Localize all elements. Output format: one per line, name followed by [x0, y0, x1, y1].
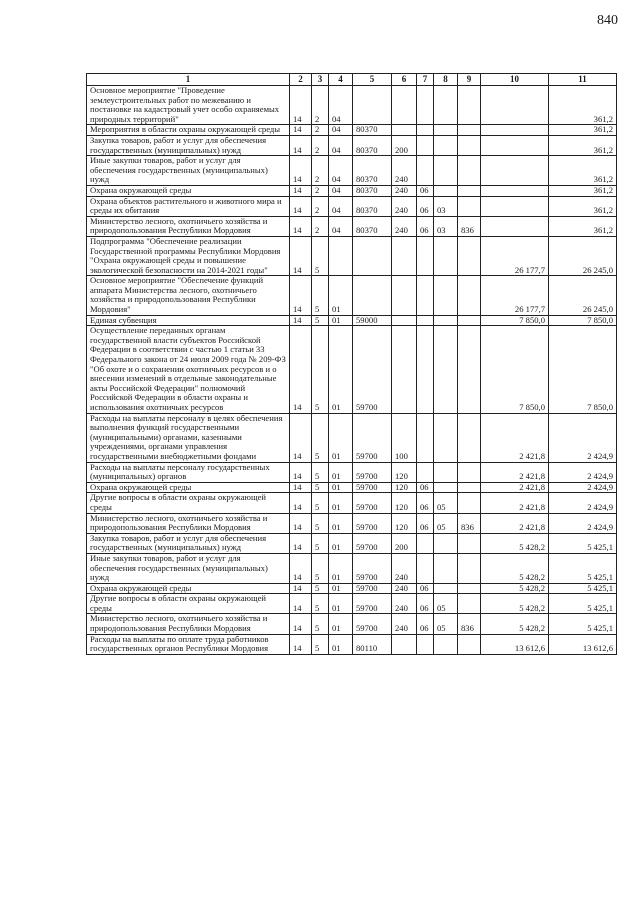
table-cell: 7 850,0 [549, 326, 617, 413]
table-cell: 06 [417, 216, 434, 236]
table-cell [392, 634, 417, 654]
table-cell: 240 [392, 583, 417, 594]
table-cell: 240 [392, 185, 417, 196]
table-cell: 5 425,1 [549, 594, 617, 614]
table-cell: 5 [312, 236, 329, 275]
table-cell: 14 [290, 236, 312, 275]
table-cell: 14 [290, 326, 312, 413]
table-cell: 01 [329, 493, 353, 513]
table-cell: 14 [290, 533, 312, 553]
table-cell: 06 [417, 493, 434, 513]
table-cell [458, 583, 481, 594]
table-cell: 14 [290, 482, 312, 493]
table-cell: 04 [329, 86, 353, 125]
table-cell [434, 276, 458, 315]
table-cell: Закупка товаров, работ и услуг для обеспечения государственных (муниципальных) нужд [87, 135, 290, 155]
table-cell: Мероприятия в области охраны окружающей среды [87, 125, 290, 136]
header-cell: 7 [417, 74, 434, 86]
table-cell: 59700 [353, 553, 392, 583]
table-cell: 80370 [353, 216, 392, 236]
table-row [87, 86, 617, 125]
table-cell: 5 [312, 413, 329, 462]
table-cell: 01 [329, 553, 353, 583]
table-cell: 200 [392, 135, 417, 155]
table-cell: 80370 [353, 125, 392, 136]
table-cell: 59700 [353, 413, 392, 462]
table-cell: 01 [329, 614, 353, 634]
table-row [87, 533, 617, 553]
table-cell: 5 [312, 493, 329, 513]
table-cell: 5 425,1 [549, 583, 617, 594]
table-cell: 59700 [353, 493, 392, 513]
table-cell: 5 428,2 [481, 583, 549, 594]
table-cell: 5 [312, 513, 329, 533]
table-cell: Другие вопросы в области охраны окружающей среды [87, 493, 290, 513]
table-cell [417, 86, 434, 125]
header-cell: 10 [481, 74, 549, 86]
table-cell: Расходы на выплаты по оплате труда работников государственных органов Республики Мордовия [87, 634, 290, 654]
table-cell: 120 [392, 513, 417, 533]
table-cell: 100 [392, 413, 417, 462]
table-cell: 2 424,9 [549, 482, 617, 493]
table-cell [353, 276, 392, 315]
table-cell: 04 [329, 185, 353, 196]
table-row [87, 583, 617, 594]
table-cell: 5 [312, 594, 329, 614]
table-cell: 14 [290, 553, 312, 583]
table-cell [434, 533, 458, 553]
table-cell: 14 [290, 276, 312, 315]
table-cell: 361,2 [549, 216, 617, 236]
table-row [87, 315, 617, 326]
table-cell: 361,2 [549, 125, 617, 136]
table-cell [458, 482, 481, 493]
table-cell: Охрана объектов растительного и животного мира и среды их обитания [87, 196, 290, 216]
table-cell [458, 413, 481, 462]
header-cell: 3 [312, 74, 329, 86]
table-cell: 5 [312, 276, 329, 315]
table-cell: 01 [329, 513, 353, 533]
table-cell: 01 [329, 276, 353, 315]
table-cell: 2 424,9 [549, 493, 617, 513]
table-cell: 26 177,7 [481, 236, 549, 275]
table-cell: 361,2 [549, 156, 617, 186]
table-cell [434, 86, 458, 125]
table-cell: 59000 [353, 315, 392, 326]
table-cell: 2 [312, 135, 329, 155]
table-cell: 14 [290, 156, 312, 186]
table-cell [481, 216, 549, 236]
header-cell: 11 [549, 74, 617, 86]
table-cell: 13 612,6 [481, 634, 549, 654]
table-cell: 5 [312, 614, 329, 634]
table-cell: 14 [290, 614, 312, 634]
table-cell: Министерство лесного, охотничьего хозяйства и природопользования Республики Мордовия [87, 216, 290, 236]
table-cell [458, 156, 481, 186]
table-row [87, 482, 617, 493]
table-cell: 14 [290, 196, 312, 216]
table-cell: Другие вопросы в области охраны окружающей среды [87, 594, 290, 614]
table-cell [481, 185, 549, 196]
table-cell: 14 [290, 86, 312, 125]
table-cell: 01 [329, 594, 353, 614]
table-cell: 14 [290, 125, 312, 136]
table-cell [458, 315, 481, 326]
table-row [87, 156, 617, 186]
table-cell: 14 [290, 216, 312, 236]
table-cell: 5 428,2 [481, 614, 549, 634]
table-cell [458, 493, 481, 513]
table-cell: 59700 [353, 614, 392, 634]
table-cell: 200 [392, 533, 417, 553]
table-cell: 01 [329, 583, 353, 594]
table-cell [458, 634, 481, 654]
table-cell [434, 583, 458, 594]
table-cell: 2 [312, 125, 329, 136]
table-cell: 5 [312, 553, 329, 583]
header-cell: 9 [458, 74, 481, 86]
table-cell: 04 [329, 125, 353, 136]
table-cell [417, 125, 434, 136]
table-row [87, 413, 617, 462]
table-cell [392, 315, 417, 326]
table-cell: 120 [392, 482, 417, 493]
table-cell: 120 [392, 462, 417, 482]
table-cell: 5 425,1 [549, 614, 617, 634]
table-row [87, 553, 617, 583]
table-cell: 59700 [353, 513, 392, 533]
table-cell: Единая субвенция [87, 315, 290, 326]
header-cell: 6 [392, 74, 417, 86]
table-cell: 2 424,9 [549, 462, 617, 482]
table-cell [353, 86, 392, 125]
table-cell: 59700 [353, 583, 392, 594]
table-cell [434, 634, 458, 654]
table-cell: 240 [392, 614, 417, 634]
table-cell [417, 326, 434, 413]
table-cell: 01 [329, 533, 353, 553]
table-row [87, 236, 617, 275]
table-cell: 14 [290, 513, 312, 533]
table-cell: 5 [312, 326, 329, 413]
table-row [87, 462, 617, 482]
table-cell: 03 [434, 216, 458, 236]
table-cell: 05 [434, 614, 458, 634]
table-cell [434, 156, 458, 186]
table-cell: 05 [434, 493, 458, 513]
table-cell [434, 135, 458, 155]
table-row [87, 513, 617, 533]
header-cell: 5 [353, 74, 392, 86]
table-cell: 01 [329, 462, 353, 482]
table-cell: Подпрограмма "Обеспечение реализации Государственной программы Республики Мордовия "Охрана окружающей среды и повышение экологической безопасности на 2014-2021 годы" [87, 236, 290, 275]
table-cell [481, 156, 549, 186]
table-cell: 80110 [353, 634, 392, 654]
table-cell: 04 [329, 216, 353, 236]
table-row [87, 326, 617, 413]
table-cell: 361,2 [549, 196, 617, 216]
table-cell [417, 156, 434, 186]
table-cell: 5 428,2 [481, 594, 549, 614]
table-cell: 14 [290, 493, 312, 513]
table-cell: 06 [417, 185, 434, 196]
table-cell: 2 424,9 [549, 513, 617, 533]
table-cell: 06 [417, 513, 434, 533]
table-row [87, 276, 617, 315]
header-cell: 1 [87, 74, 290, 86]
table-cell: 26 177,7 [481, 276, 549, 315]
table-cell: 361,2 [549, 135, 617, 155]
table-cell: 01 [329, 413, 353, 462]
table-cell: 240 [392, 553, 417, 583]
table-cell: 80370 [353, 135, 392, 155]
table-cell: 7 850,0 [549, 315, 617, 326]
table-cell: Основное мероприятие "Обеспечение функций аппарата Министерства лесного, охотничьего хозяйства и природопользования Республики Мордовия" [87, 276, 290, 315]
table-cell: 01 [329, 634, 353, 654]
table-cell [458, 594, 481, 614]
table-cell [417, 276, 434, 315]
table-cell: 2 [312, 86, 329, 125]
table-cell: 04 [329, 156, 353, 186]
table-cell: 836 [458, 513, 481, 533]
table-cell [417, 533, 434, 553]
table-row [87, 135, 617, 155]
budget-table [86, 73, 617, 655]
table-cell [458, 533, 481, 553]
table-cell [417, 462, 434, 482]
table-cell [458, 125, 481, 136]
table-cell: 2 [312, 196, 329, 216]
table-cell: 59700 [353, 482, 392, 493]
table-cell: Министерство лесного, охотничьего хозяйства и природопользования Республики Мордовия [87, 614, 290, 634]
table-cell [392, 326, 417, 413]
table-cell: 80370 [353, 196, 392, 216]
table-cell: 14 [290, 583, 312, 594]
table-cell: 836 [458, 216, 481, 236]
table-cell [458, 135, 481, 155]
table-cell [481, 125, 549, 136]
table-cell: 14 [290, 315, 312, 326]
table-row [87, 614, 617, 634]
table-cell [417, 135, 434, 155]
table-cell [458, 276, 481, 315]
table-row [87, 125, 617, 136]
table-row [87, 594, 617, 614]
table-cell: 06 [417, 196, 434, 216]
table-cell: 06 [417, 583, 434, 594]
table-cell: 5 [312, 315, 329, 326]
table-cell [434, 315, 458, 326]
table-cell [434, 462, 458, 482]
table-cell [481, 196, 549, 216]
table-row [87, 196, 617, 216]
table-cell: 04 [329, 135, 353, 155]
table-cell: 05 [434, 594, 458, 614]
table-cell: 7 850,0 [481, 315, 549, 326]
table-cell [434, 482, 458, 493]
table-cell: 5 [312, 634, 329, 654]
table-row [87, 493, 617, 513]
table-cell: Расходы на выплаты персоналу в целях обеспечения выполнения функций государственными (муниципальными) органами, казенными учреждениями, органами управления государственными внебюджетными фондами [87, 413, 290, 462]
table-cell [434, 236, 458, 275]
table-cell [434, 326, 458, 413]
table-cell: 80370 [353, 156, 392, 186]
page-number: 840 [597, 13, 618, 28]
table-cell: 03 [434, 196, 458, 216]
header-row [87, 74, 617, 86]
table-cell [392, 276, 417, 315]
table-cell: 240 [392, 216, 417, 236]
table-cell: 59700 [353, 533, 392, 553]
table-cell: 2 [312, 156, 329, 186]
table-cell: Основное мероприятие "Проведение землеустроительных работ по межеванию и постановке на кадастровый учет особо охраняемых природных территорий" [87, 86, 290, 125]
header-cell: 2 [290, 74, 312, 86]
table-cell: 120 [392, 493, 417, 513]
table-cell: 361,2 [549, 185, 617, 196]
table-cell: 01 [329, 326, 353, 413]
table-cell [434, 125, 458, 136]
table-cell: 06 [417, 482, 434, 493]
table-cell [458, 553, 481, 583]
table-cell [417, 236, 434, 275]
table-cell: Иные закупки товаров, работ и услуг для обеспечения государственных (муниципальных) нужд [87, 553, 290, 583]
table-cell [458, 86, 481, 125]
table-cell: Охрана окружающей среды [87, 583, 290, 594]
table-cell: 04 [329, 196, 353, 216]
table-cell: 13 612,6 [549, 634, 617, 654]
table-cell: 26 245,0 [549, 236, 617, 275]
table-cell [329, 236, 353, 275]
table-cell: 59700 [353, 326, 392, 413]
table-cell: 5 [312, 583, 329, 594]
table-cell: 2 421,8 [481, 493, 549, 513]
table-cell: 01 [329, 315, 353, 326]
table-cell: Закупка товаров, работ и услуг для обеспечения государственных (муниципальных) нужд [87, 533, 290, 553]
header-cell: 4 [329, 74, 353, 86]
table-cell: 14 [290, 594, 312, 614]
table-cell: 14 [290, 634, 312, 654]
table-cell: 14 [290, 413, 312, 462]
table-cell: 06 [417, 614, 434, 634]
table-cell [417, 315, 434, 326]
table-cell [392, 236, 417, 275]
table-cell: 01 [329, 482, 353, 493]
table-cell: 14 [290, 185, 312, 196]
table-cell: 5 [312, 482, 329, 493]
table-cell [458, 196, 481, 216]
header-cell: 8 [434, 74, 458, 86]
table-cell: 06 [417, 594, 434, 614]
table-cell [481, 86, 549, 125]
table-cell: Осуществление переданных органам государственной власти субъектов Российской Федерации в соответствии с частью 1 статьи 33 Федерального закона от 24 июля 2009 года № 209-ФЗ "Об охоте и о сохранении охотничьих ресурсов и о внесении изменений в отдельные законодательные акты Российской Федерации" полномочий Российской Федерации в области охраны и использования охотничьих ресурсов [87, 326, 290, 413]
table-cell: 2 [312, 216, 329, 236]
table-cell: 80370 [353, 185, 392, 196]
budget-table-body [87, 86, 617, 655]
table-cell: 240 [392, 594, 417, 614]
table-cell: Охрана окружающей среды [87, 482, 290, 493]
table-cell: Министерство лесного, охотничьего хозяйства и природопользования Республики Мордовия [87, 513, 290, 533]
table-cell: 26 245,0 [549, 276, 617, 315]
table-cell [458, 236, 481, 275]
table-cell [417, 553, 434, 583]
table-cell [481, 135, 549, 155]
table-cell: 2 424,9 [549, 413, 617, 462]
table-cell [458, 185, 481, 196]
table-cell [458, 462, 481, 482]
table-row [87, 634, 617, 654]
table-cell: 59700 [353, 462, 392, 482]
table-cell: Расходы на выплаты персоналу государственных (муниципальных) органов [87, 462, 290, 482]
table-row [87, 216, 617, 236]
table-cell: 7 850,0 [481, 326, 549, 413]
table-cell: 836 [458, 614, 481, 634]
table-cell: 5 425,1 [549, 553, 617, 583]
table-cell [417, 634, 434, 654]
table-cell: 2 421,8 [481, 513, 549, 533]
table-cell: 361,2 [549, 86, 617, 125]
table-row [87, 185, 617, 196]
table-cell: 240 [392, 156, 417, 186]
table-cell [434, 185, 458, 196]
table-cell: 2 421,8 [481, 462, 549, 482]
table-cell: 5 428,2 [481, 533, 549, 553]
table-cell: 240 [392, 196, 417, 216]
table-cell [458, 326, 481, 413]
table-cell: Охрана окружающей среды [87, 185, 290, 196]
table-cell [392, 125, 417, 136]
table-cell: Иные закупки товаров, работ и услуг для обеспечения государственных (муниципальных) нужд [87, 156, 290, 186]
table-cell: 2 [312, 185, 329, 196]
table-cell: 14 [290, 462, 312, 482]
table-cell: 5 428,2 [481, 553, 549, 583]
table-cell [417, 413, 434, 462]
table-cell [353, 236, 392, 275]
table-cell: 2 421,8 [481, 413, 549, 462]
table-cell: 14 [290, 135, 312, 155]
table-cell: 2 421,8 [481, 482, 549, 493]
table-cell: 5 [312, 462, 329, 482]
table-cell: 5 425,1 [549, 533, 617, 553]
table-cell [434, 553, 458, 583]
table-cell [434, 413, 458, 462]
table-cell [392, 86, 417, 125]
table-cell: 5 [312, 533, 329, 553]
table-cell: 59700 [353, 594, 392, 614]
table-cell: 05 [434, 513, 458, 533]
